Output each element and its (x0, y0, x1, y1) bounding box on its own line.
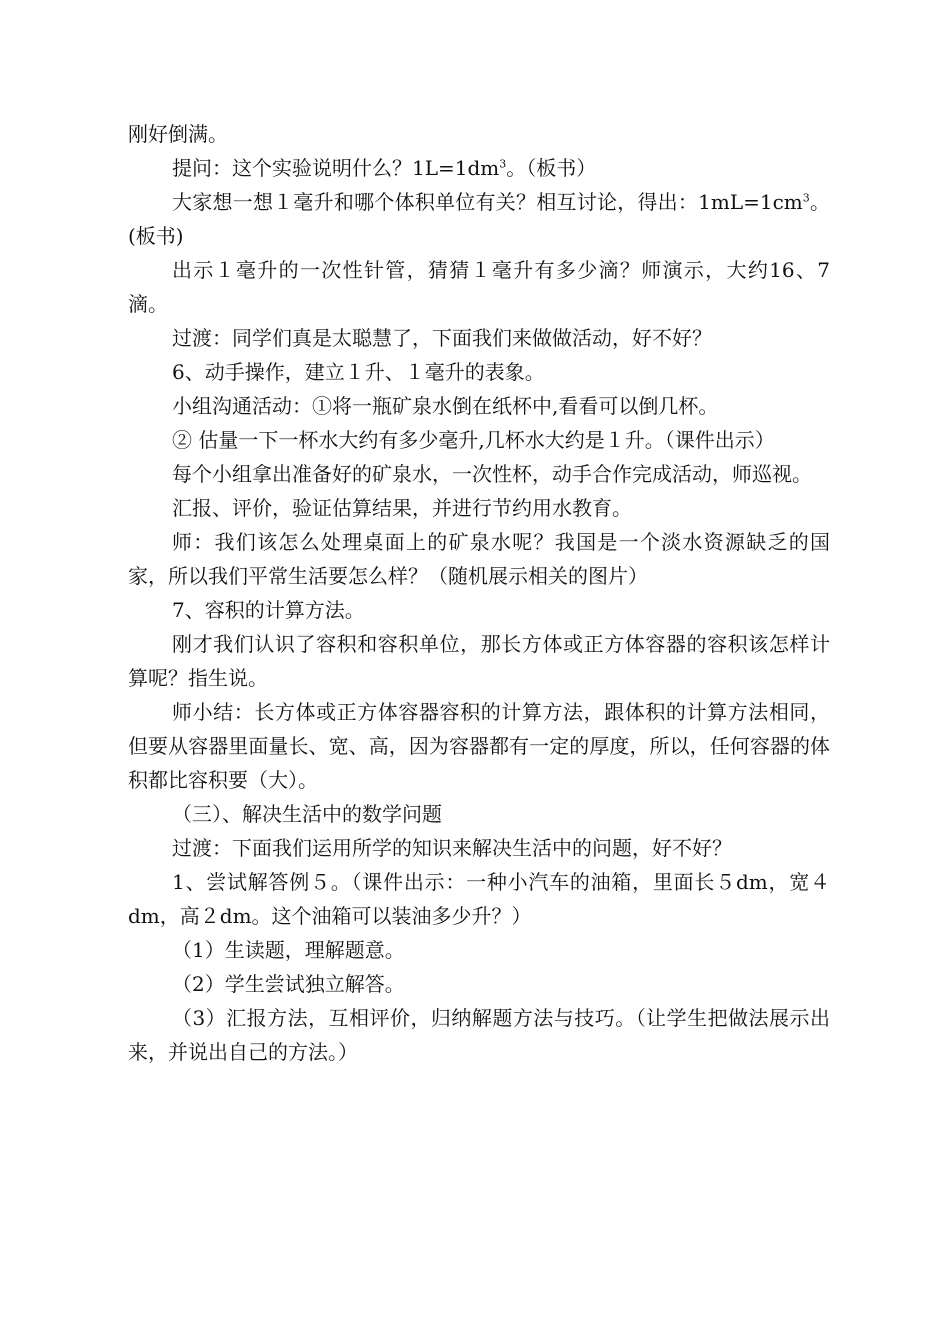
superscript: 3 (802, 191, 810, 205)
paragraph (128, 151, 830, 185)
paragraph: 过渡：同学们真是太聪慧了，下面我们来做做活动，好不好？ (172, 326, 712, 350)
paragraph: 过渡：下面我们运用所学的知识来解决生活中的问题，好不好？ (172, 836, 732, 860)
paragraph: 出示１毫升的一次性针管，猜猜１毫升有多少滴？师演示，大约16、7滴。 (128, 258, 830, 316)
paragraph (128, 185, 830, 253)
paragraph-text: 。(板书) (128, 190, 831, 248)
paragraph-text: 。（板书） (506, 156, 597, 180)
document-page (128, 117, 830, 1069)
paragraph: 每个小组拿出准备好的矿泉水，一次性杯，动手合作完成活动，师巡视。 (172, 462, 812, 486)
paragraph: 汇报、评价，验证估算结果，并进行节约用水教育。 (172, 496, 632, 520)
paragraph-text: 提问：这个实验说明什么？1L=1dm (172, 156, 500, 180)
paragraph: 刚好倒满。 (128, 122, 228, 146)
paragraph: 师小结：长方体或正方体容器容积的计算方法，跟体积的计算方法相同，但要从容器里面量长、宽、高，因为容器都有一定的厚度，所以，任何容器的体积都比容积要（大）。 (128, 700, 830, 792)
paragraph: 刚才我们认识了容积和容积单位，那长方体或正方体容器的容积该怎样计算呢？指生说。 (128, 632, 830, 690)
list-item: （1）生读题，理解题意。 (172, 938, 405, 962)
paragraph: 6、动手操作，建立１升、１毫升的表象。 (172, 360, 545, 384)
superscript: 3 (499, 157, 507, 171)
section-heading: 7、容积的计算方法。 (172, 598, 365, 622)
paragraph-text: 大家想一想１毫升和哪个体积单位有关？相互讨论，得出：1mL=1cm (172, 190, 803, 214)
list-item: （3）汇报方法，互相评价，归纳解题方法与技巧。（让学生把做法展示出来，并说出自己的方法。） (128, 1006, 830, 1064)
section-heading: （三）、解决生活中的数学问题 (172, 802, 442, 826)
list-item: （2）学生尝试独立解答。 (172, 972, 405, 996)
paragraph: 1、尝试解答例５。（课件出示：一种小汽车的油箱，里面长５dm，宽４dm，高２dm。这个油箱可以装油多少升？） (128, 870, 830, 928)
paragraph: 师：我们该怎么处理桌面上的矿泉水呢？我国是一个淡水资源缺乏的国家，所以我们平常生活要怎么样？（随机展示相关的图片） (128, 530, 830, 588)
paragraph: 小组沟通活动：①将一瓶矿泉水倒在纸杯中,看看可以倒几杯。 (172, 394, 719, 418)
paragraph: ② 估量一下一杯水大约有多少毫升,几杯水大约是１升。（课件出示） (172, 428, 775, 452)
